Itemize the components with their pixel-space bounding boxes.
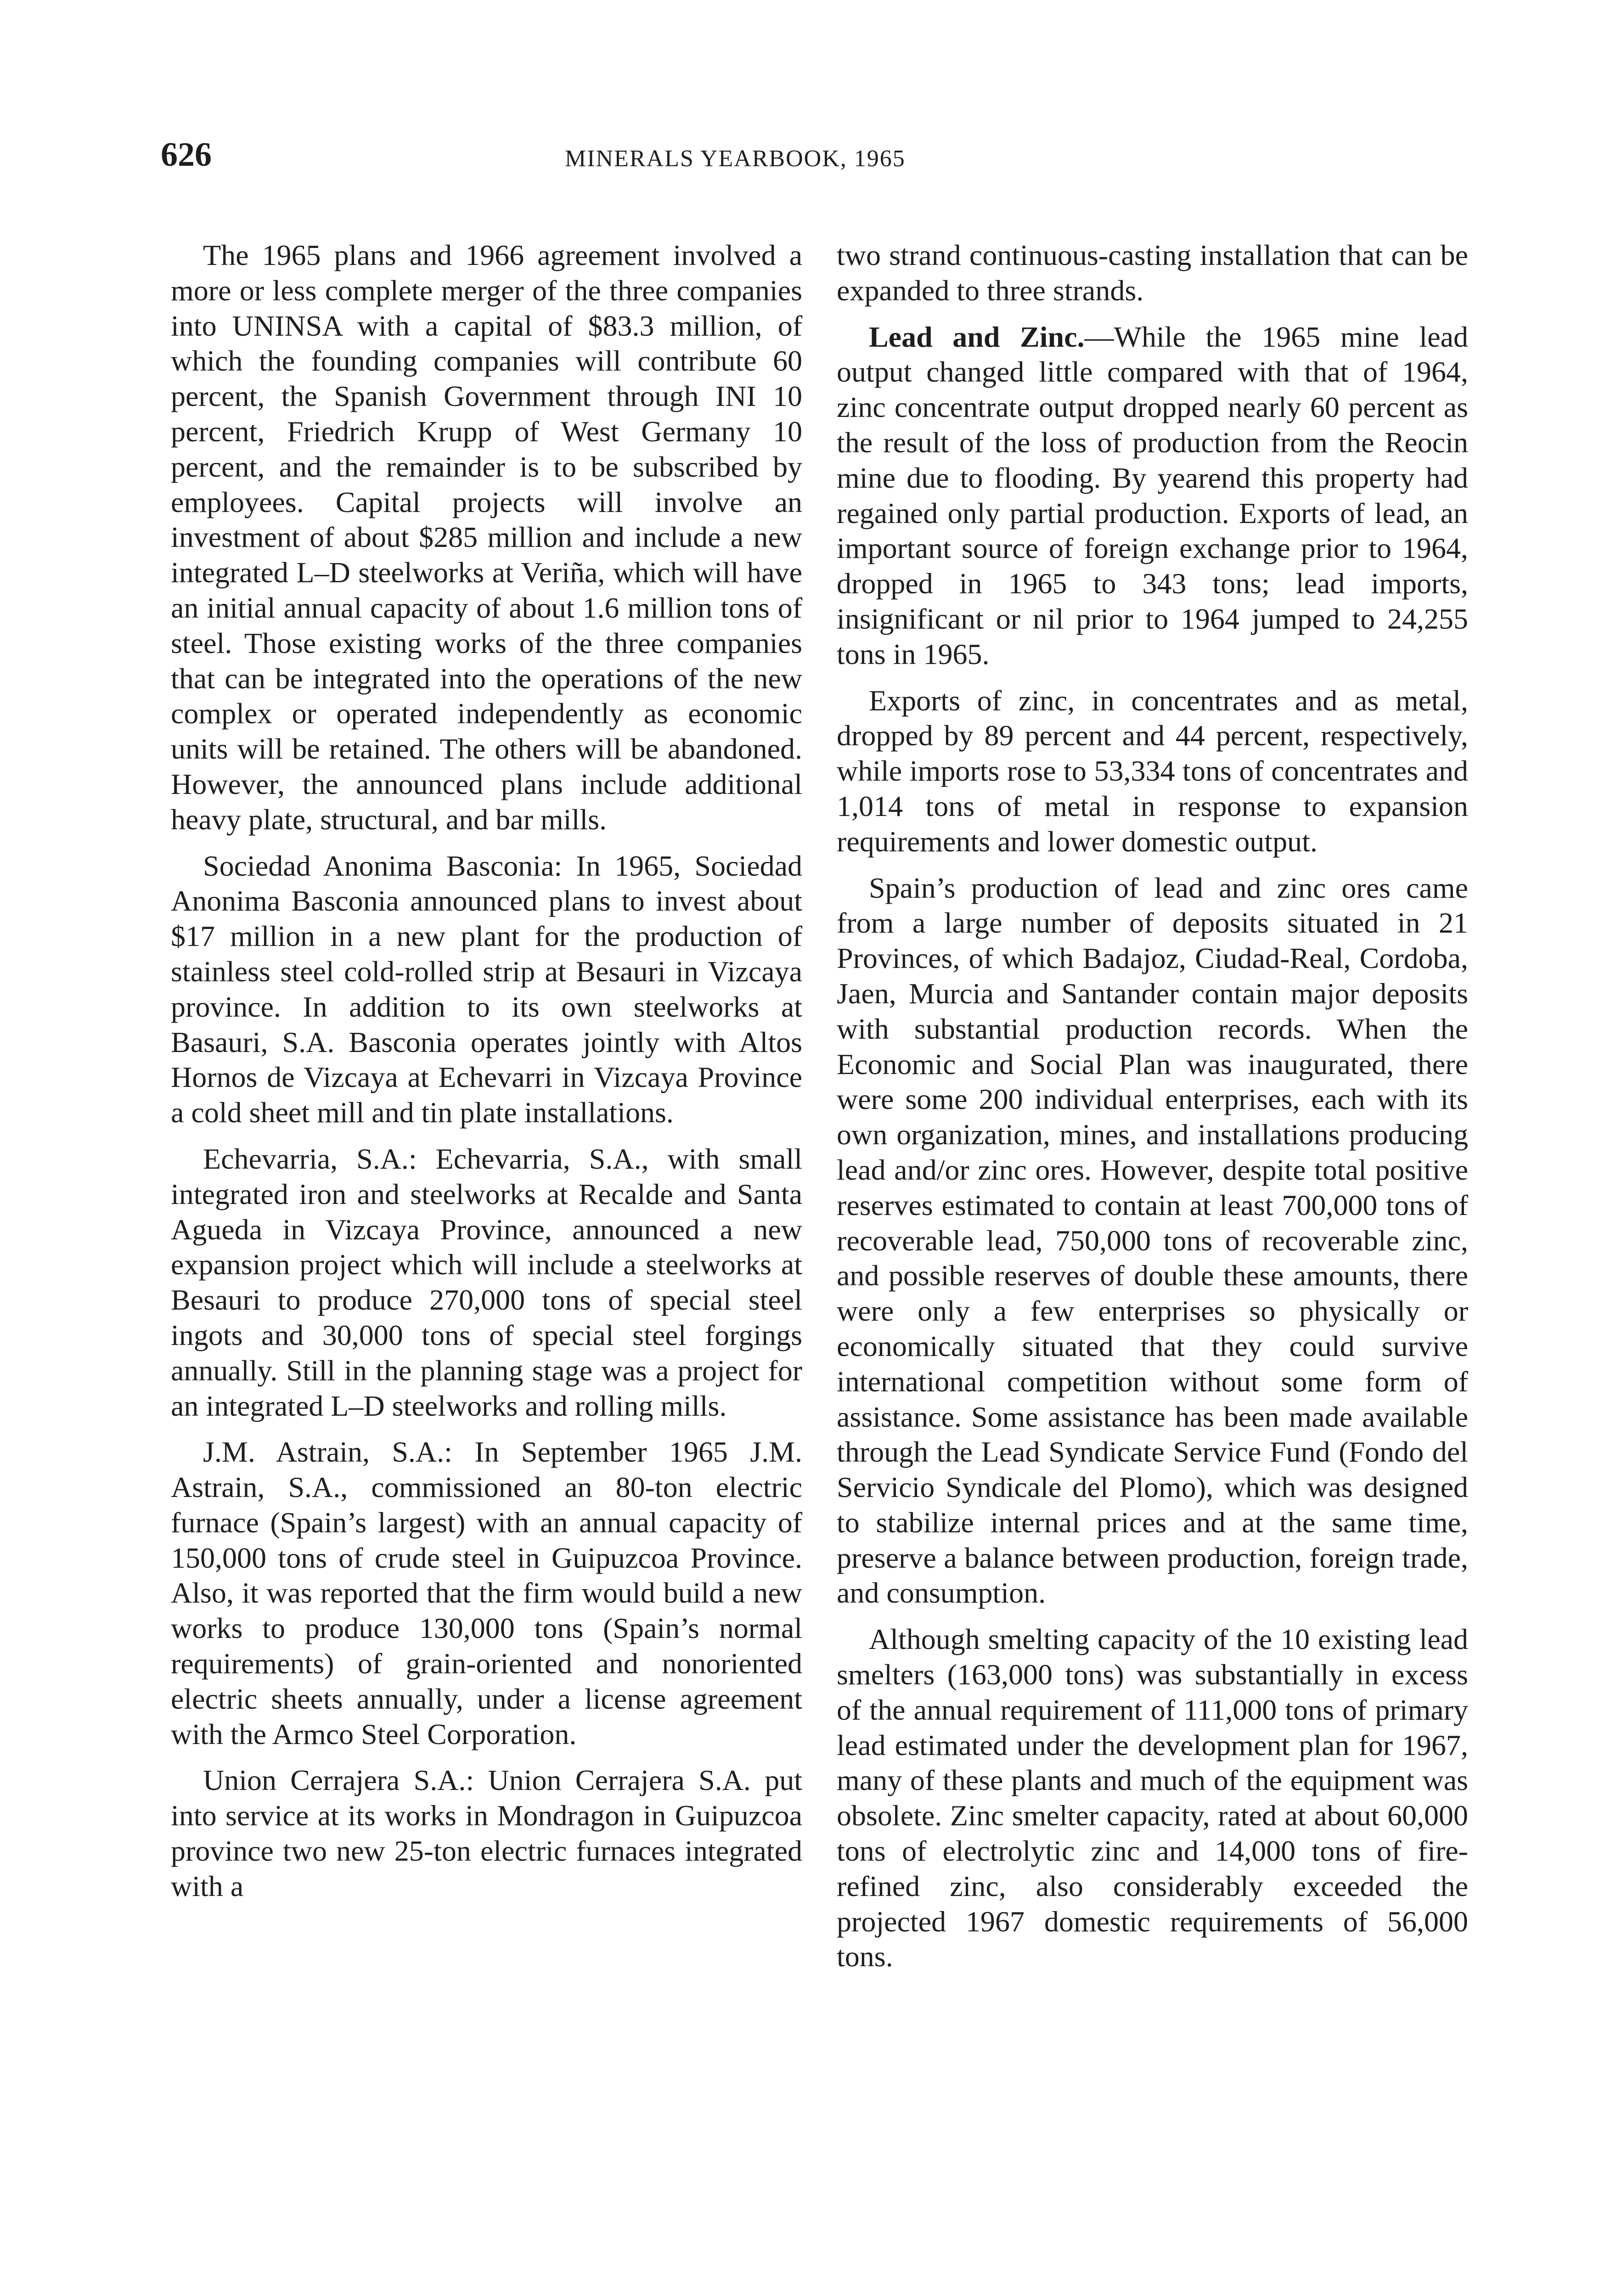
paragraph-union-cerrajera: Union Cerrajera S.A.: Union Cerrajera S.A. put into service at its works in Mondragon in Guipuzcoa province two new 25-ton electric furnaces integrated with a [171, 1764, 802, 1902]
paragraph-echevarria: Echevarria, S.A.: Echevarria, S.A., with small integrated iron and steelworks at Recalde and Santa Agueda in Vizcaya Province, announced a new expansion project which will include a steelworks at Besauri to produce 270,000 tons of special steel ingots and 30,000 tons of special steel forgings annually. Still in the planning stage was a project for an integrated L–D steelworks and rolling mills. [171, 1142, 802, 1422]
paragraph-ore-production: Spain’s production of lead and zinc ores came from a large number of deposits situated in 21 Provinces, of which Badajoz, Ciudad-Real, Cordoba, Jaen, Murcia and Santander contain major deposits with substantial production records. When the Economic and Social Plan was inaugurated, there were some 200 individual enterprises, each with its own organization, mines, and installations producing lead and/or zinc ores. However, despite total positive reserves estimated to contain at least 700,000 tons of recoverable lead, 750,000 tons of recoverable zinc, and possible reserves of double these amounts, there were only a few enterprises so physically or economically situated that they could survive international competition without some form of assistance. Some assistance has been made available through the Lead Syndicate Service Fund (Fondo del Servicio Syndicale del Plomo), which was designed to stabilize internal prices and at the same time, preserve a balance between production, foreign trade, and consumption. [837, 871, 1468, 1609]
section-heading-lead-and-zinc: Lead and Zinc. [869, 320, 1085, 353]
left-column [171, 238, 802, 1915]
running-title: MINERALS YEARBOOK, 1965 [565, 146, 906, 172]
lead-and-zinc-body: —While the 1965 mine lead output changed little compared with that of 1964, zinc concentrate output dropped nearly 60 percent as the result of the loss of production from the Reocin mine due to flooding. By yearend this property had regained only partial production. Exports of lead, an important source of foreign exchange prior to 1964, dropped in 1965 to 343 tons; lead imports, insignificant or nil prior to 1964 jumped to 24,255 tons in 1965. [837, 320, 1469, 670]
page-number: 626 [161, 136, 212, 174]
paragraph-basconia: Sociedad Anonima Basconia: In 1965, Sociedad Anonima Basconia announced plans to invest about $17 million in a new plant for the production of stainless steel cold-rolled strip at Besauri in Vizcaya province. In addition to its own steelworks at Basauri, S.A. Basconia operates jointly with Altos Hornos de Vizcaya at Echevarri in Vizcaya Province a cold sheet mill and tin plate installations. [171, 849, 802, 1129]
paragraph-continuous-casting: two strand continuous-casting installation that can be expanded to three strands. [837, 239, 1468, 307]
right-column [837, 238, 1468, 1986]
paragraph-lead-and-zinc [837, 320, 1468, 672]
paragraph-smelting-capacity: Although smelting capacity of the 10 existing lead smelters (163,000 tons) was substantially in excess of the annual requirement of 111,000 tons of primary lead estimated under the development plan for 1967, many of these plants and much of the equipment was obsolete. Zinc smelter capacity, rated at about 60,000 tons of electrolytic zinc and 14,000 tons of fire-refined zinc, also considerably exceeded the projected 1967 domestic requirements of 56,000 tons. [837, 1623, 1468, 1973]
paragraph-uninsa-merger: The 1965 plans and 1966 agreement involved a more or less complete merger of the three companies into UNINSA with a capital of $83.3 million, of which the founding companies will contribute 60 percent, the Spanish Government through INI 10 percent, Friedrich Krupp of West Germany 10 percent, and the remainder is to be subscribed by employees. Capital projects will involve an investment of about $285 million and include a new integrated L–D steelworks at Veriña, which will have an initial annual capacity of about 1.6 million tons of steel. Those existing works of the three companies that can be integrated into the operations of the new complex or operated independently as economic units will be retained. The others will be abandoned. However, the announced plans include additional heavy plate, structural, and bar mills. [171, 239, 802, 836]
paragraph-astrain: J.M. Astrain, S.A.: In September 1965 J.M. Astrain, S.A., commissioned an 80-ton electric furnace (Spain’s largest) with an annual capacity of 150,000 tons of crude steel in Guipuzcoa Province. Also, it was reported that the firm would build a new works to produce 130,000 tons (Spain’s normal requirements) of grain-oriented and nonoriented electric sheets annually, under a license agreement with the Armco Steel Corporation. [171, 1435, 802, 1750]
paragraph-zinc-exports: Exports of zinc, in concentrates and as metal, dropped by 89 percent and 44 percent, respectively, while imports rose to 53,334 tons of concentrates and 1,014 tons of metal in response to expansion requirements and lower domestic output. [837, 684, 1468, 858]
